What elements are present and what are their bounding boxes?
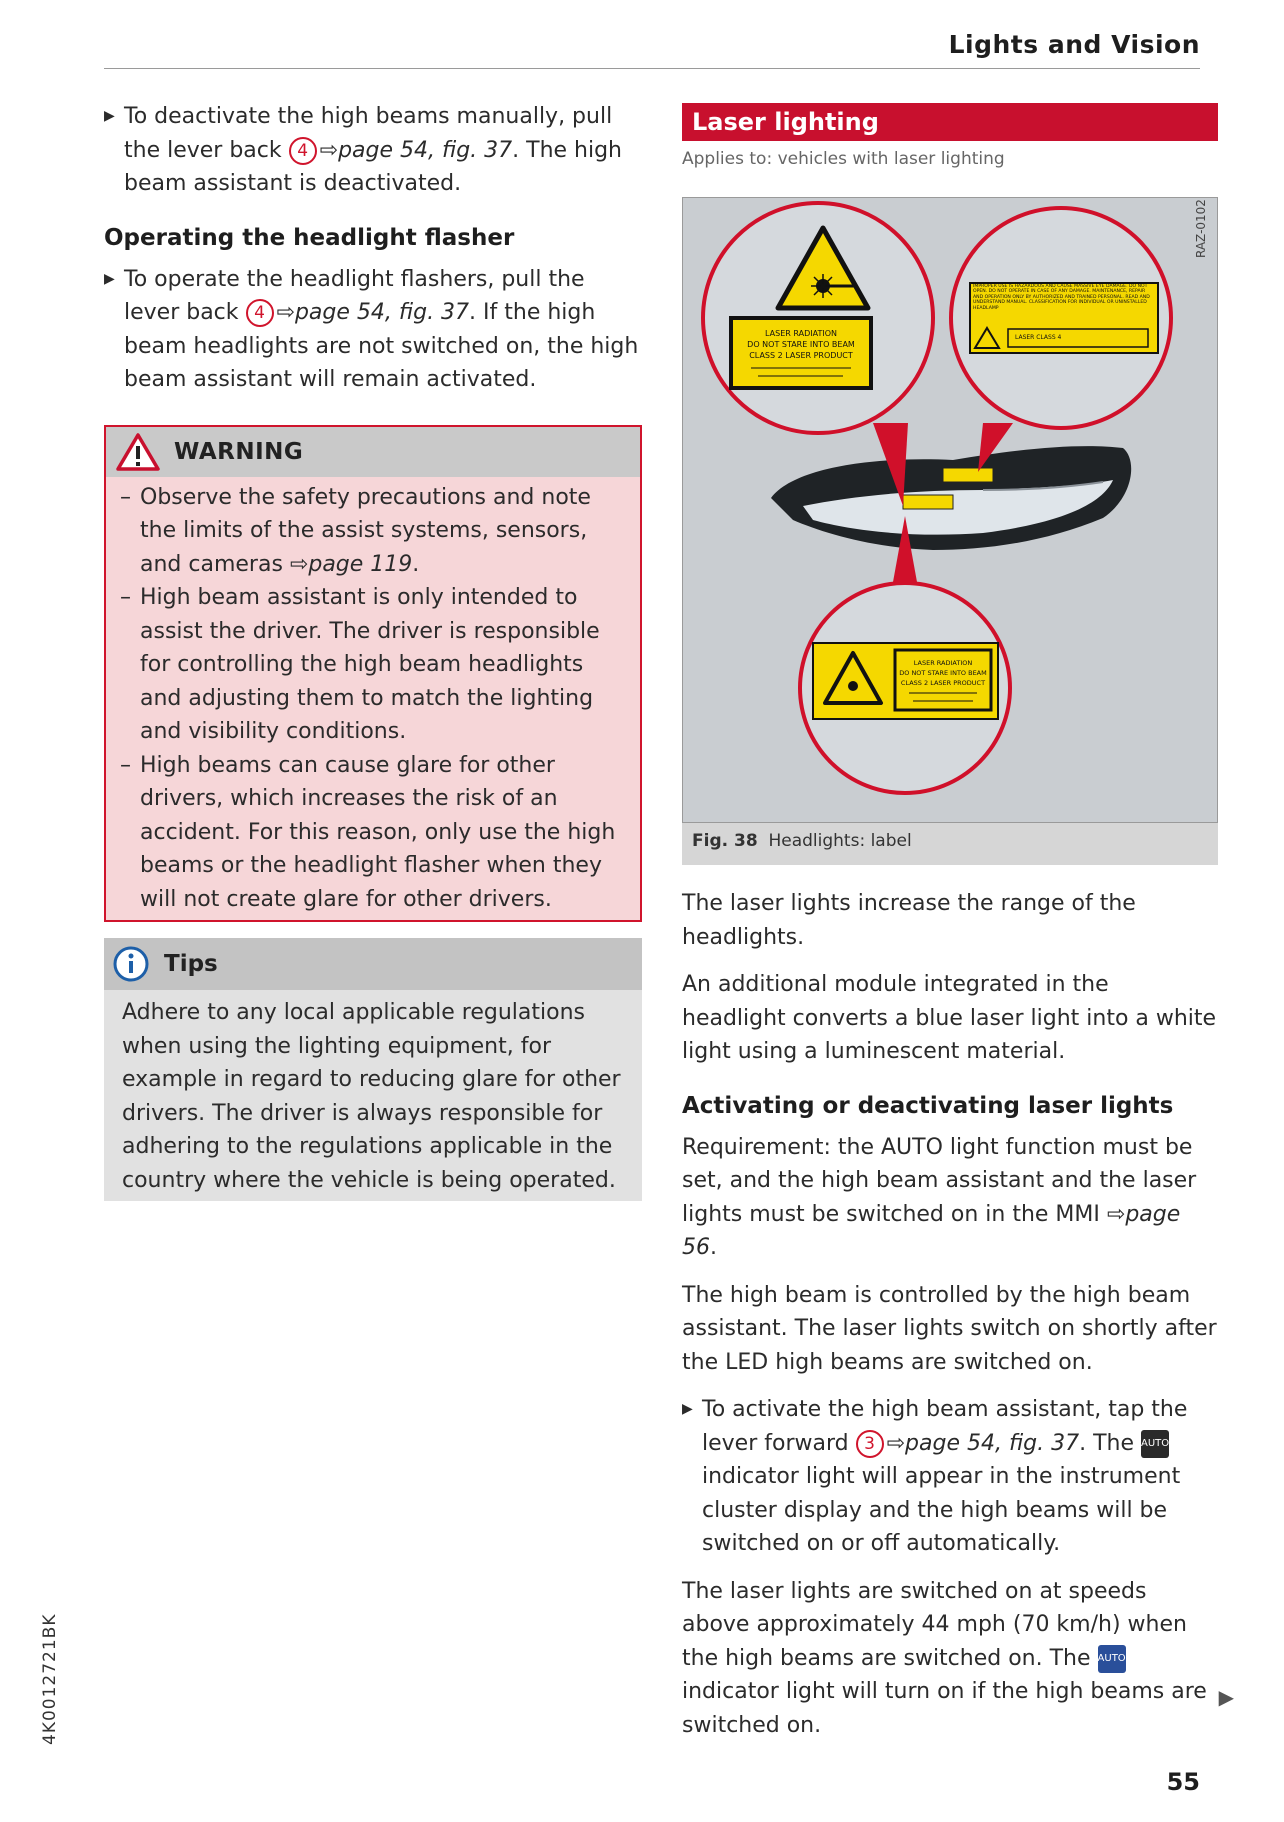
paragraph: The laser lights increase the range of the headlights.	[682, 891, 1136, 950]
list-item: ▶ To operate the headlight flashers, pull the lever back 4 ⇨page 54, fig. 37. If the high beam headlights are not switched on, the high beam assistant will remain activated.	[104, 263, 642, 397]
arrow-icon: ⇨	[276, 300, 295, 325]
laser-label-text: DO NOT STARE INTO BEAM	[899, 669, 987, 677]
figure-caption-text: Headlights: label	[768, 831, 912, 851]
header-rule	[104, 68, 1200, 69]
list-item: ▶ To activate the high beam assistant, tap the lever forward 3 ⇨page 54, fig. 37. The AUTO indicator light will appear in the instrument cluster display and the high beams will be switched on or off automatically.	[682, 1393, 1218, 1561]
section-title: Laser lighting	[682, 103, 1218, 141]
bullet-triangle-icon: ▶	[104, 108, 115, 124]
applies-to-note: Applies to: vehicles with laser lighting	[682, 149, 1005, 169]
tips-box	[104, 938, 642, 1201]
figure-38	[682, 197, 1218, 865]
figure-code: RAZ-0102	[1194, 199, 1208, 258]
section-heading: Operating the headlight flasher	[104, 224, 515, 251]
headlight-label-illustration	[682, 197, 1218, 823]
right-column	[682, 100, 1218, 1742]
tips-body	[104, 990, 642, 1201]
arrow-icon: ⇨	[319, 137, 339, 163]
info-icon	[112, 945, 150, 983]
document-code: 4K0012721BK	[40, 1613, 60, 1745]
arrow-icon: ⇨	[886, 1430, 906, 1456]
callout-number: 3	[856, 1430, 884, 1458]
laser-label-text: DO NOT STARE INTO BEAM	[747, 340, 855, 349]
list-item: ▶ To deactivate the high beams manually, pull the lever back 4 ⇨page 54, fig. 37. The high beam assistant is deactivated.	[104, 100, 642, 201]
page-reference-link[interactable]: page 54, fig. 37	[905, 1430, 1080, 1456]
page-reference-link[interactable]: page 54, fig. 37	[294, 300, 470, 325]
figure-caption	[682, 823, 1218, 859]
callout-number: 4	[246, 299, 274, 327]
arrow-icon: ⇨	[289, 551, 309, 577]
warning-header	[106, 427, 640, 477]
high-beam-assist-indicator-icon: AUTO	[1098, 1645, 1126, 1673]
warning-box	[104, 425, 642, 923]
warning-label: WARNING	[174, 438, 304, 465]
laser-warning-text: IMPROPER USE IS HAZARDOUS AND CAUSE MASSIVE EYE DAMAGE. DO NOT OPEN. DO NOT OPERATE IN CASE OF ANY DAMAGE. MAINTENANCE, REPAIR AND OPERATION ONLY BY AUTHORIZED AND TRAINED PERSONAL. READ AND UNDERSTAND MANUAL. CLASSIFICATION FOR INDIVIDUAL OR UNINSTALLED HEADLAMP	[973, 284, 1150, 311]
bullet-triangle-icon: ▶	[682, 1401, 693, 1417]
figure-label: Fig. 38	[692, 831, 758, 851]
left-column	[104, 100, 642, 1201]
laser-label-text: LASER RADIATION	[765, 329, 837, 338]
warning-triangle-icon	[116, 433, 160, 471]
requirement-paragraph: Requirement: the AUTO light function must be set, and the high beam assistant and the laser lights must be switched on in the MMI ⇨page 56.	[682, 1134, 1197, 1260]
tips-header	[104, 938, 642, 990]
warning-body	[106, 477, 640, 921]
laser-label-text: CLASS 2 LASER PRODUCT	[749, 351, 853, 360]
page-reference-link[interactable]: page 119	[308, 551, 413, 577]
page-header-title: Lights and Vision	[948, 30, 1200, 59]
laser-label-text: CLASS 2 LASER PRODUCT	[900, 679, 986, 687]
tips-text: Adhere to any local applicable regulations when using the lighting equipment, for example in regard to reducing glare for other drivers. The driver is always responsible for adhering to the regulations applicable in the country where the vehicle is being operated.	[122, 1000, 621, 1193]
page-reference-link[interactable]: page 54, fig. 37	[338, 137, 513, 163]
warning-item: – Observe the safety precautions and note the limits of the assist systems, sensors, and cameras ⇨page 119.	[120, 484, 591, 577]
high-beam-assist-icon: AUTO	[1141, 1430, 1169, 1458]
section-heading: Activating or deactivating laser lights	[682, 1092, 1174, 1119]
page-number: 55	[1166, 1768, 1200, 1796]
arrow-icon: ⇨	[1106, 1201, 1126, 1227]
continue-arrow-icon: ▶	[1218, 1685, 1234, 1709]
page-reference-link[interactable]: page 56	[682, 1201, 1181, 1260]
warning-item: – High beam assistant is only intended to assist the driver. The driver is responsible for controlling the high beam headlights and adjusting them to match the lighting and visibility conditions.	[120, 585, 600, 744]
warning-item: – High beams can cause glare for other drivers, which increases the risk of an accident. For this reason, only use the high beams or the headlight flasher when they will not create glare for other drivers.	[120, 752, 616, 912]
tips-label: Tips	[164, 951, 218, 977]
laser-label-text: LASER RADIATION	[913, 659, 973, 667]
paragraph: The laser lights are switched on at speeds above approximately 44 mph (70 km/h) when the high beams are switched on. The AUTO indicator light will turn on if the high beams are switched on.	[682, 1578, 1207, 1738]
paragraph: An additional module integrated in the headlight converts a blue laser light into a white light using a luminescent material.	[682, 972, 1217, 1064]
paragraph: The high beam is controlled by the high beam assistant. The laser lights switch on shortly after the LED high beams are switched on.	[682, 1282, 1217, 1375]
callout-number: 4	[289, 137, 317, 165]
bullet-triangle-icon: ▶	[104, 270, 115, 287]
laser-class-text: LASER CLASS 4	[1015, 334, 1062, 341]
